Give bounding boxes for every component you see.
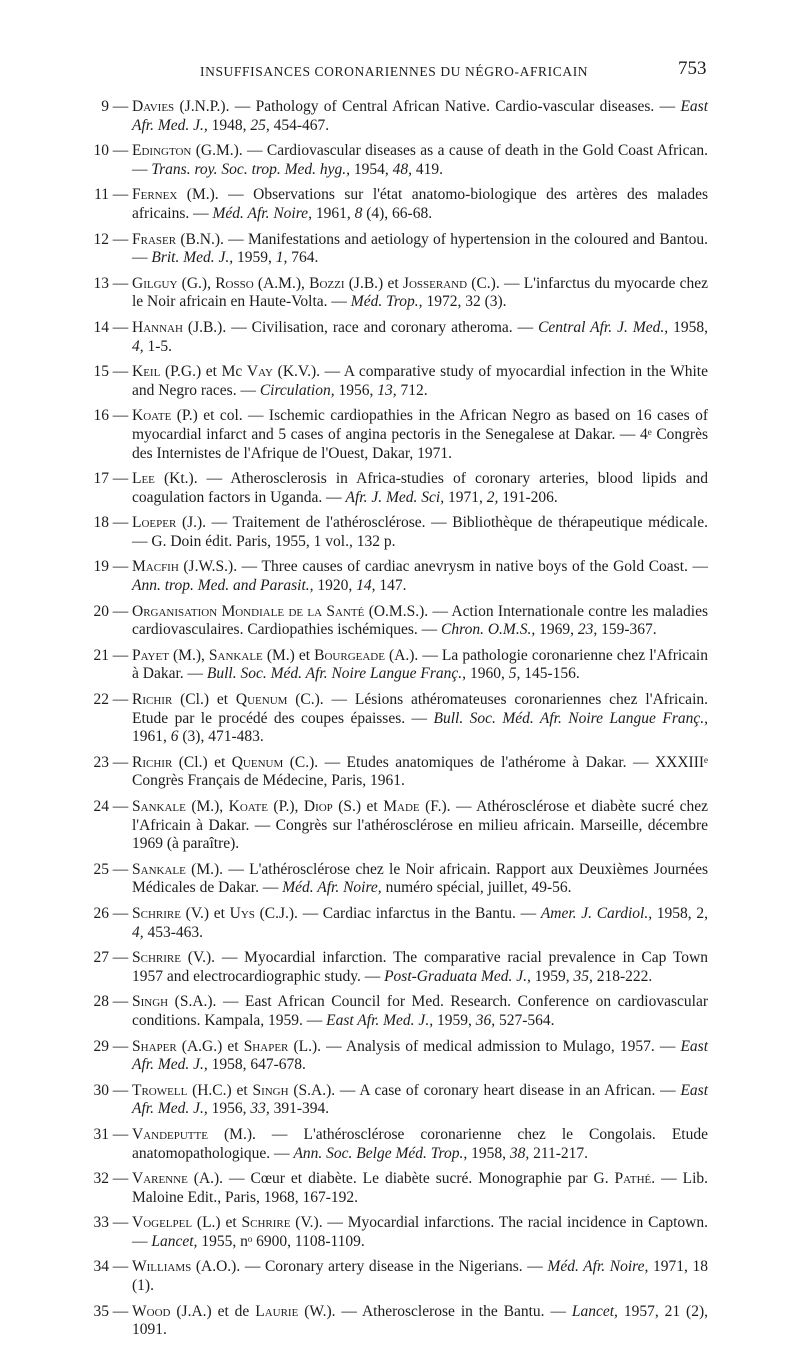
author-name: Bourgeade (314, 646, 385, 664)
reference-fragment: 1961, (132, 728, 171, 746)
reference-item (88, 1258, 708, 1295)
reference-fragment: 1972, 32 (3). (422, 293, 507, 311)
reference-number: 20 (93, 602, 109, 620)
reference-fragment: 419. (412, 160, 443, 178)
reference-text (132, 861, 708, 898)
reference-fragment: 191-206. (498, 488, 558, 506)
journal-citation: 13, (377, 381, 397, 399)
reference-text (132, 186, 708, 223)
reference-item (88, 231, 708, 268)
reference-number: 35 (93, 1302, 109, 1320)
author-name: Sankale (132, 798, 186, 815)
reference-fragment: 1960, (466, 665, 509, 683)
reference-number: 28 (93, 993, 109, 1011)
reference-text (132, 754, 708, 791)
reference-fragment: 147. (375, 577, 407, 595)
reference-fragment: (4), 66-68. (362, 204, 433, 222)
reference-text (132, 407, 708, 463)
journal-citation: Méd. Afr. Noire, (547, 1258, 649, 1276)
reference-dash: — (112, 1214, 129, 1232)
reference-fragment: (V.). — Myocardial infarctions. The racial incidence in Captown. — (132, 1214, 708, 1250)
reference-fragment: (J.N.P.). — Pathology of Central African Native. Cardio-vascular diseases. — (174, 98, 681, 115)
author-name: Fernex (132, 186, 178, 204)
reference-fragment: 1-5. (143, 337, 173, 355)
journal-citation: 5, (508, 665, 521, 683)
reference-number: 14 (93, 318, 109, 336)
reference-item (88, 1082, 708, 1119)
reference-fragment: 764. (287, 249, 319, 267)
journal-citation: East Afr. Med. J., (326, 1011, 434, 1029)
reference-item (88, 905, 708, 942)
reference-item (88, 186, 708, 223)
reference-fragment: 1956, (334, 381, 378, 399)
reference-text (132, 1126, 708, 1163)
reference-dash: — (112, 993, 129, 1011)
reference-text (132, 558, 708, 595)
author-name: Macfih (132, 558, 179, 576)
reference-fragment: (S.A.). — A case of coronary heart disease in an African. — (288, 1081, 681, 1099)
journal-citation: 38, (509, 1144, 530, 1162)
reference-dash: — (112, 602, 129, 620)
author-name: Quenum (235, 691, 288, 709)
author-name: Gilguy (132, 274, 178, 292)
reference-fragment: numéro spécial, juillet, 49-56. (381, 879, 572, 897)
journal-citation: Méd. Afr. Noire, (212, 204, 312, 222)
reference-text (132, 98, 708, 135)
reference-number: 27 (93, 949, 109, 967)
reference-item (88, 603, 708, 640)
journal-citation: Post-Graduata Med. J., (384, 967, 531, 985)
reference-list (88, 98, 708, 1347)
reference-text (132, 470, 708, 507)
author-name: Davies (132, 98, 175, 115)
journal-citation: 23, (577, 621, 598, 639)
reference-number: 31 (93, 1125, 109, 1143)
reference-number: 19 (93, 558, 109, 576)
journal-citation: 48, (392, 160, 412, 178)
reference-text (132, 1170, 708, 1207)
reference-dash: — (112, 1125, 129, 1143)
reference-fragment: (H.C.) et (187, 1081, 253, 1099)
journal-citation: Ann. trop. Med. and Parasit., (132, 577, 314, 595)
reference-fragment: (A.). — Cœur et diabète. Le diabète sucré. Monographie par G. (187, 1170, 615, 1188)
reference-fragment: 1958, 647-678. (207, 1056, 306, 1074)
reference-fragment: 454-467. (269, 116, 330, 134)
reference-fragment: (A.). — La pathologie coronarienne chez l'Africain à Dakar. — (132, 646, 708, 683)
reference-item (88, 470, 708, 507)
reference-item (88, 1126, 708, 1163)
reference-number: 23 (93, 753, 109, 771)
reference-dash: — (112, 230, 129, 248)
journal-citation: 1, (275, 249, 288, 267)
reference-fragment: 1971, 18 (1). (132, 1258, 708, 1295)
reference-fragment: 391-394. (269, 1100, 330, 1118)
author-name: Richir (132, 753, 173, 771)
author-name: Vandeputte (132, 1125, 208, 1143)
reference-item (88, 514, 708, 551)
reference-dash: — (112, 904, 129, 922)
reference-fragment: (B.N.). — Manifestations and aetiology of hypertension in the coloured and Bantou. — (132, 230, 708, 267)
reference-text (132, 1258, 708, 1295)
reference-fragment: 1959, (433, 1011, 476, 1029)
reference-item (88, 754, 708, 791)
author-name: Diop (303, 798, 333, 815)
reference-text (132, 1214, 708, 1251)
reference-fragment: (M.). — L'athérosclérose coronarienne chez le Congolais. Etude anatomopathologique. — (132, 1125, 708, 1162)
reference-fragment: 1959, (530, 967, 574, 985)
reference-fragment: (J.B.) et (344, 274, 403, 292)
author-name: Rosso (215, 274, 254, 292)
author-name: Made (383, 798, 420, 815)
running-title: INSUFFISANCES CORONARIENNES DU NÉGRO-AFRICAIN (200, 64, 589, 79)
reference-fragment: (C.). — Lésions athéromateuses coronariennes chez l'Africain. Etude par le procédé des coupes épaisses. — (132, 691, 708, 727)
reference-fragment: (P.), (267, 798, 304, 815)
reference-fragment: (O.M.S.). — Action Internationale contre les maladies cardiovasculaires. Cardiopathies ischémiques. — (132, 602, 708, 639)
reference-dash: — (112, 860, 129, 878)
journal-citation: Trans. roy. Soc. trop. Med. hyg., (151, 160, 350, 178)
reference-fragment: 1969, (535, 621, 578, 639)
reference-fragment: (V.) et (180, 904, 230, 922)
reference-fragment: (C.). — L'infarctus du myocarde chez le Noir africain en Haute-Volta. — (132, 274, 708, 311)
reference-fragment: 1954, (350, 160, 393, 178)
reference-dash: — (112, 407, 129, 425)
journal-citation: Brit. Med. J., (151, 249, 234, 267)
journal-citation: Amer. J. Cardiol., (540, 904, 653, 922)
journal-citation: Bull. Soc. Méd. Afr. Noire Langue Franç., (433, 709, 708, 727)
journal-citation: Méd. Trop., (350, 293, 423, 311)
journal-citation: 33, (250, 1100, 270, 1118)
reference-fragment: 1958, (467, 1144, 510, 1162)
reference-fragment: (J.A.) et de (170, 1302, 256, 1320)
reference-text (132, 993, 708, 1030)
reference-dash: — (112, 1037, 129, 1055)
journal-citation: Méd. Afr. Noire, (282, 879, 382, 897)
reference-fragment: 712. (396, 381, 428, 399)
reference-item (88, 558, 708, 595)
reference-fragment: (F.). — Athérosclérose et diabète sucré chez l'Africain à Dakar. — Congrès sur l'athérosclérose en milieu africain. Marseille, décembre 1969 (à paraître). (132, 798, 708, 853)
reference-fragment: 1959, (233, 249, 276, 267)
reference-fragment: (J.B.). — Civilisation, race and coronary atheroma. — (182, 318, 539, 336)
reference-text (132, 142, 708, 179)
reference-number: 34 (93, 1258, 109, 1276)
journal-citation: Lancet, (151, 1232, 198, 1250)
reference-number: 21 (93, 646, 109, 664)
author-name: Schrire (241, 1214, 291, 1232)
journal-citation: East Afr. Med. J., (132, 1081, 709, 1118)
reference-fragment: (C.J.). — Cardiac infarctus in the Bantu. — (254, 904, 541, 922)
reference-fragment: (J.W.S.). — Three causes of cardiac anevrysm in native boys of the Gold Coast. — (178, 558, 708, 576)
reference-fragment: (M.), (185, 798, 229, 815)
journal-citation: 14, (356, 577, 376, 595)
journal-citation: 36, (475, 1011, 496, 1029)
reference-dash: — (112, 798, 129, 815)
reference-number: 15 (93, 363, 109, 381)
reference-dash: — (112, 142, 129, 160)
reference-text (132, 275, 708, 312)
reference-text (132, 905, 708, 942)
journal-citation: Afr. J. Med. Sci, (345, 488, 445, 506)
reference-text (132, 1082, 708, 1119)
journal-citation: Lancet, (571, 1302, 618, 1320)
reference-number: 16 (93, 407, 109, 425)
reference-item (88, 1214, 708, 1251)
reference-dash: — (112, 949, 129, 967)
reference-number: 25 (93, 860, 109, 878)
reference-text (132, 798, 708, 854)
reference-number: 9 (101, 98, 109, 115)
reference-fragment: (P.) et col. — Ischemic cardiopathies in the African Negro as based on 16 cases of myocardial infarct and 5 cases of angina pectoris in the Senegalese at Dakar. — 4ᵉ Congrès des Internistes de l'Afrique de l'Ouest, Dakar, 1971. (132, 407, 708, 462)
reference-fragment: 1958, 2, (652, 904, 708, 922)
reference-fragment: 145-156. (520, 665, 580, 683)
reference-item (88, 275, 708, 312)
reference-item (88, 691, 708, 747)
author-name: Shaper (132, 1037, 177, 1055)
journal-citation: 2, (486, 488, 499, 506)
reference-text (132, 363, 708, 400)
reference-dash: — (112, 646, 129, 664)
reference-dash: — (112, 1170, 129, 1188)
reference-item (88, 949, 708, 986)
reference-fragment: (M.), (168, 646, 209, 664)
reference-dash: — (112, 691, 129, 709)
journal-citation: 4, (132, 337, 144, 355)
reference-text (132, 949, 708, 986)
journal-citation: 25, (250, 116, 270, 134)
author-name: Vay (246, 363, 273, 381)
author-name: Josserand (402, 274, 468, 292)
author-name: Schrire (132, 904, 181, 922)
reference-fragment: 453-463. (143, 923, 204, 941)
reference-item (88, 98, 708, 135)
reference-text (132, 1038, 708, 1075)
author-name: Keil (132, 363, 161, 381)
reference-fragment: (L.). — Analysis of medical admission to Mulago, 1957. — (288, 1037, 681, 1055)
author-name: Koate (132, 407, 172, 425)
reference-fragment: (M.). — Observations sur l'état anatomo-biologique des artères des malades africains. — (132, 186, 708, 222)
author-name: Loeper (132, 514, 177, 532)
reference-item (88, 647, 708, 684)
author-name: Sankale (132, 860, 186, 878)
journal-citation: 8 (354, 204, 363, 222)
author-name: Koate (228, 798, 268, 815)
author-name: Fraser (132, 230, 177, 248)
reference-fragment: (K.V.). — A comparative study of myocardial infection in the White and Negro races. — (132, 363, 708, 399)
reference-number: 30 (93, 1081, 109, 1099)
reference-dash: — (112, 274, 129, 292)
author-name: Shaper (243, 1037, 289, 1055)
reference-fragment: (Kt.). — Atherosclerosis in Africa-studies of coronary arteries, blood lipids and coagulation factors in Uganda. — (132, 470, 708, 506)
reference-dash: — (112, 470, 129, 488)
author-name: Bozzi (309, 274, 345, 292)
reference-fragment: (S.) et (332, 798, 384, 815)
reference-number: 26 (93, 904, 109, 922)
journal-citation: 35, (573, 967, 593, 985)
reference-fragment: 527-564. (495, 1011, 555, 1029)
reference-fragment: 1957, 21 (2), 1091. (132, 1302, 708, 1339)
reference-fragment: 1958, (668, 318, 708, 336)
reference-item (88, 319, 708, 356)
reference-fragment: (C.). — Etudes anatomiques de l'athérome à Dakar. — XXXIIIᵉ Congrès Français de Médecine, Paris, 1961. (132, 753, 708, 790)
reference-fragment: (A.G.) et (176, 1037, 244, 1055)
reference-dash: — (112, 753, 129, 771)
reference-number: 12 (93, 230, 109, 248)
reference-fragment: 1920, (313, 577, 357, 595)
reference-fragment: (G.M.). — Cardiovascular diseases as a cause of death in the Gold Coast African. — (132, 142, 708, 178)
reference-item (88, 798, 708, 854)
journal-citation: East Afr. Med. J., (132, 1037, 708, 1074)
reference-dash: — (112, 1081, 129, 1099)
reference-item (88, 142, 708, 179)
reference-fragment: 1971, (444, 488, 487, 506)
reference-number: 29 (93, 1037, 109, 1055)
reference-fragment: (A.O.). — Coronary artery disease in the Nigerians. — (191, 1258, 548, 1276)
reference-fragment: (P.G.) et Mc (160, 363, 247, 381)
reference-text (132, 603, 708, 640)
journal-citation: East Afr. Med. J., (132, 98, 708, 134)
reference-fragment: 159-367. (597, 621, 657, 639)
author-name: Pathé (614, 1170, 652, 1188)
reference-number: 32 (93, 1170, 109, 1188)
reference-fragment: (G.), (177, 274, 216, 292)
reference-fragment: 1956, (207, 1100, 251, 1118)
reference-item (88, 861, 708, 898)
author-name: Payet (132, 646, 169, 664)
author-name: Quenum (231, 753, 284, 771)
author-name: Hannah (132, 318, 183, 336)
reference-dash: — (112, 1302, 129, 1320)
journal-citation: Circulation, (259, 381, 335, 399)
reference-fragment: (3), 471-483. (178, 728, 264, 746)
author-name: Singh (252, 1081, 289, 1099)
reference-number: 11 (94, 186, 109, 204)
reference-fragment: (J.). — Traitement de l'athérosclérose. — Bibliothèque de thérapeutique médicale. — G. Doin édit. Paris, 1955, 1 vol., 132 p. (132, 514, 708, 550)
reference-fragment: (Cl.) et (172, 753, 232, 771)
reference-number: 22 (93, 691, 109, 709)
reference-fragment: (W.). — Atherosclerose in the Bantu. — (298, 1302, 572, 1320)
reference-text (132, 691, 708, 747)
reference-fragment: (M.). — L'athérosclérose chez le Noir africain. Rapport aux Deuxièmes Journées Médicales de Dakar. — (132, 860, 708, 897)
author-name: Sankale (208, 646, 263, 664)
author-name: Williams (132, 1258, 192, 1276)
author-name: Trowell (132, 1081, 188, 1099)
journal-citation: Ann. Soc. Belge Méd. Trop., (293, 1144, 468, 1162)
reference-text (132, 647, 708, 684)
author-name: Laurie (255, 1302, 299, 1320)
reference-text (132, 1303, 708, 1340)
reference-item (88, 363, 708, 400)
reference-dash: — (112, 363, 129, 381)
page-number: 753 (678, 58, 707, 79)
reference-fragment: . — Lib. Maloine Edit., Paris, 1968, 167-192. (132, 1170, 708, 1206)
author-name: Lee (132, 470, 155, 488)
reference-fragment: (V.). — Myocardial infarction. The comparative racial prevalence in Cap Town 1957 and electrocardiographic study. — (132, 949, 708, 985)
journal-citation: Bull. Soc. Méd. Afr. Noire Langue Franç., (206, 665, 467, 683)
reference-dash: — (112, 186, 129, 204)
reference-item (88, 407, 708, 463)
author-name: Edington (132, 142, 192, 160)
author-name: Uys (229, 904, 255, 922)
journal-citation: Central Afr. J. Med., (538, 318, 669, 336)
journal-citation: 6 (170, 728, 179, 746)
author-name: Schrire (132, 949, 181, 967)
reference-text (132, 231, 708, 268)
reference-fragment: (Cl.) et (172, 691, 236, 709)
journal-citation: 4, (132, 923, 144, 941)
reference-item (88, 1170, 708, 1207)
reference-fragment: (S.A.). — East African Council for Med. Research. Conference on cardiovascular conditions. Kampala, 1959. — (132, 993, 708, 1029)
reference-dash: — (112, 514, 129, 532)
reference-text (132, 514, 708, 551)
reference-item (88, 993, 708, 1030)
reference-text (132, 319, 708, 356)
reference-dash: — (112, 1258, 129, 1276)
reference-dash: — (112, 558, 129, 576)
author-name: Wood (132, 1302, 171, 1320)
author-name: Varenne (132, 1170, 188, 1188)
reference-number: 13 (93, 274, 109, 292)
reference-item (88, 1303, 708, 1340)
reference-fragment: 1961, (311, 204, 355, 222)
journal-citation: Chron. O.M.S., (441, 621, 536, 639)
author-name: Organisation Mondiale de la Santé (132, 602, 365, 620)
reference-fragment: 211-217. (529, 1144, 589, 1162)
author-name: Singh (132, 993, 169, 1011)
reference-fragment: (A.M.), (253, 274, 310, 292)
reference-number: 33 (93, 1214, 109, 1232)
reference-number: 18 (93, 514, 109, 532)
reference-fragment: 218-222. (592, 967, 653, 985)
reference-number: 24 (93, 798, 109, 815)
author-name: Vogelpel (132, 1214, 193, 1232)
reference-fragment: 1948, (207, 116, 251, 134)
reference-dash: — (112, 98, 129, 115)
reference-fragment: (L.) et (192, 1214, 242, 1232)
reference-item (88, 1038, 708, 1075)
reference-dash: — (112, 318, 129, 336)
reference-number: 17 (93, 470, 109, 488)
reference-number: 10 (93, 142, 109, 160)
reference-fragment: 1955, nᵒ 6900, 1108-1109. (197, 1232, 365, 1250)
author-name: Richir (132, 691, 173, 709)
reference-fragment: (M.) et (262, 646, 315, 664)
